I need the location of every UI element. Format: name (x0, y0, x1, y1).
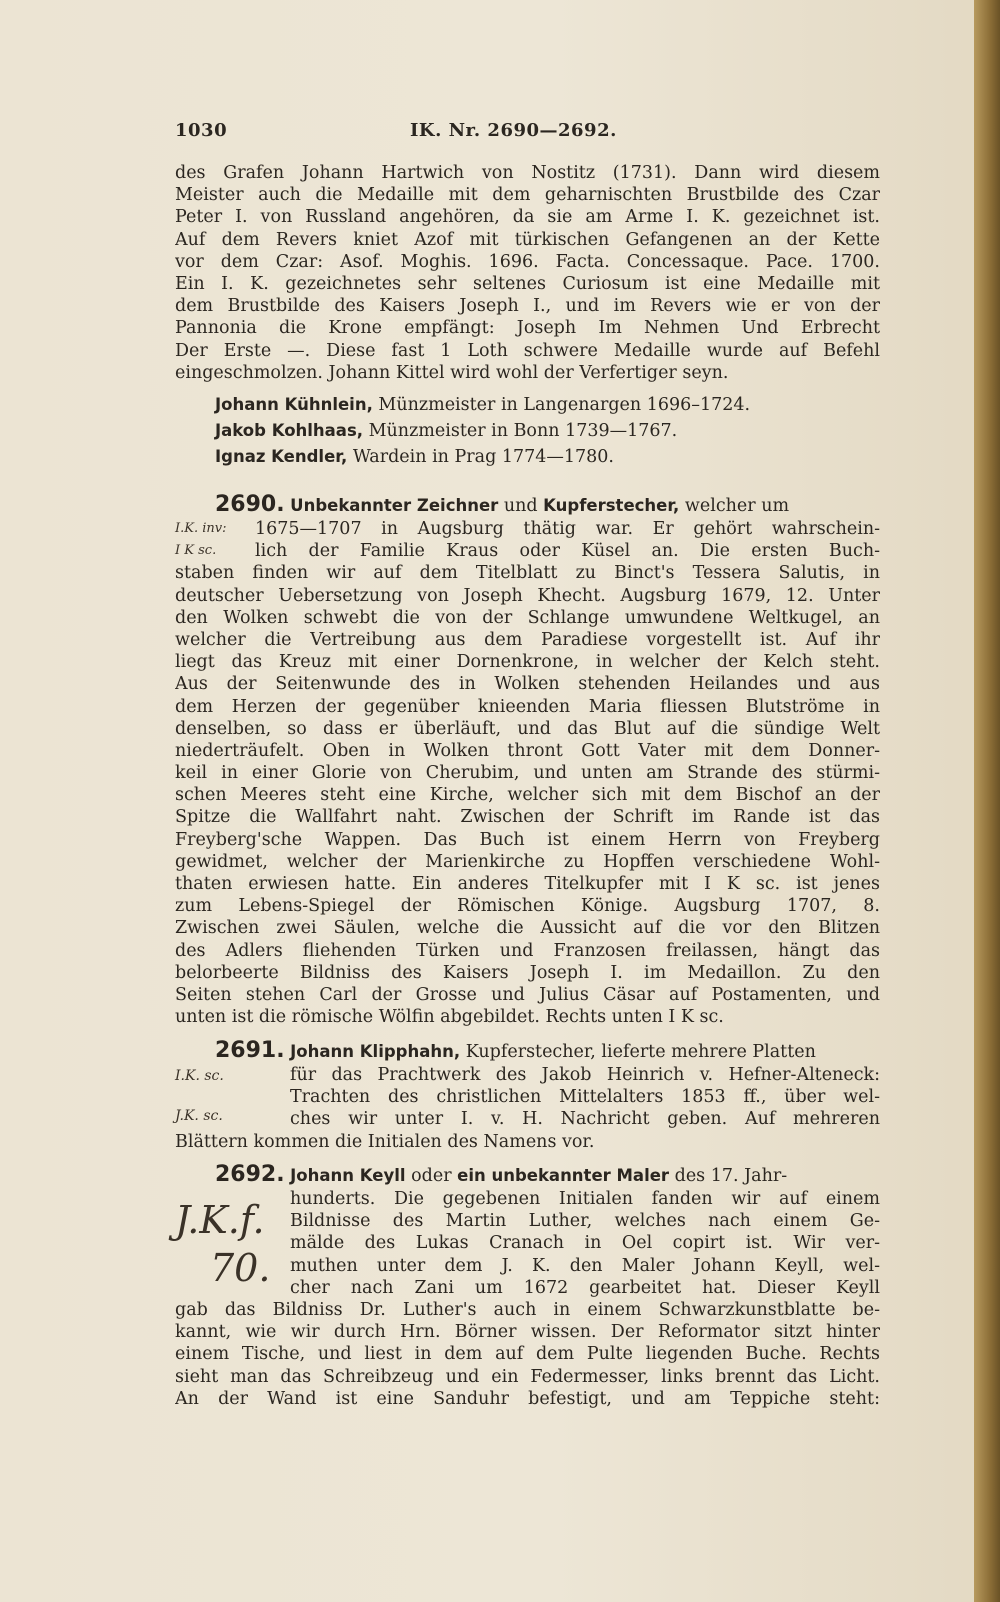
text-span: und (498, 496, 544, 516)
text-line: Freyberg'sche Wappen. Das Buch ist einem Herrn von Freyberg (175, 829, 880, 850)
text-line: hunderts. Die gegebenen Initialen fanden wir auf einem (290, 1189, 880, 1209)
text-line: Spitze die Wallfahrt naht. Zwischen der Schrift im Rande ist das (175, 807, 880, 828)
entry-2690 (175, 492, 880, 518)
text-line: zum Lebens-Spiegel der Römischen Könige. Augsburg 1707, 8. (175, 896, 880, 917)
text-span: Kupferstecher, lieferte mehrere Platten (460, 1042, 816, 1062)
text-span: des 17. Jahr- (669, 1166, 788, 1186)
text-line: cher nach Zani um 1672 gearbeitet hat. Dieser Keyll (290, 1277, 880, 1298)
monogram: I.K. inv: (175, 521, 227, 536)
page-number: 1030 (175, 120, 228, 141)
entry-heading (175, 1162, 880, 1188)
entry-2692 (175, 1162, 880, 1188)
entry-2690-body (175, 562, 880, 1028)
text-line: Bildnisse des Martin Luther, welches nach einem Ge- (290, 1211, 880, 1232)
text-line: Pannonia die Krone empfängt: Joseph Im Nehmen Und Erbrecht (175, 318, 880, 339)
entry-name: ein unbekannter Maler (457, 1166, 670, 1185)
text-line: schen Meeres steht eine Kirche, welcher sich mit dem Bischof an der (175, 785, 880, 806)
text-line: gewidmet, welcher der Marienkirche zu Hopffen verschiedene Wohl- (175, 851, 880, 872)
entry-text: Münzmeister in Bonn 1739—1767. (363, 421, 678, 441)
entry-name: Unbekannter Zeichner (290, 496, 499, 515)
text-line: ches wir unter I. v. H. Nachricht geben. Auf mehreren (290, 1109, 880, 1130)
entry-text: Wardein in Prag 1774—1780. (347, 447, 614, 467)
text-line: eingeschmolzen. Johann Kittel wird wohl der Verfertiger seyn. (175, 362, 729, 383)
monogram: J.K. sc. (175, 1108, 223, 1124)
text-line: Aus der Seitenwunde des in Wolken stehenden Heilandes und aus (175, 674, 880, 695)
text-line: muthen unter dem J. K. den Maler Johann Keyll, wel- (290, 1255, 880, 1276)
entry-name: Jakob Kohlhaas, (215, 421, 364, 440)
text-span: welcher um (679, 496, 790, 516)
text-line: An der Wand ist eine Sanduhr befestigt, und am Teppiche steht: (175, 1388, 880, 1409)
text-line: gab das Bildniss Dr. Luther's auch in einem Schwarzkunstblatte be- (175, 1300, 880, 1320)
entry-text: Münzmeister in Langenargen 1696–1724. (372, 395, 751, 415)
entry-2692-hang (290, 1188, 880, 1299)
text-line: keil in einer Glorie von Cherubim, und unten am Strande des stürmi- (175, 763, 880, 784)
text-line: für das Prachtwerk des Jakob Heinrich v. Hefner-Alteneck: (290, 1065, 880, 1085)
entry-number: 2691. (215, 1038, 285, 1063)
book-spine-edge (974, 0, 1000, 1602)
entry-number: 2690. (215, 492, 285, 517)
text-line: Zwischen zwei Säulen, welche die Aussicht auf die vor den Blitzen (175, 918, 880, 939)
text-line: belorbeerte Bildniss des Kaisers Joseph I. im Medaillon. Zu den (175, 962, 880, 983)
text-line: den Wolken schwebt die von der Schlange umwundene Weltkugel, an (175, 607, 880, 628)
text-line: kannt, wie wir durch Hrn. Börner wissen. Der Reformator sitzt hinter (175, 1322, 880, 1343)
text-line: dem Brustbilde des Kaisers Joseph I., und im Revers wie er von der (175, 296, 880, 317)
text-line: thaten erwiesen hatte. Ein anderes Titelkupfer mit I K sc. ist jenes (175, 874, 880, 895)
entry-name: Kupferstecher, (543, 496, 680, 515)
text-line: dem Herzen der gegenüber knieenden Maria fliessen Blutströme in (175, 696, 880, 717)
text-line: 1675—1707 in Augsburg thätig war. Er gehört wahrschein- (255, 519, 880, 539)
text-line: mälde des Lukas Cranach in Oel copirt ist. Wir ver- (290, 1233, 880, 1254)
text-line: liegt das Kreuz mit einer Dornenkrone, in welcher der Kelch steht. (175, 652, 880, 673)
entry-name: Johann Klipphahn, (290, 1042, 461, 1061)
text-line: vor dem Czar: Asof. Moghis. 1696. Facta. Concessaque. Pace. 1700. (175, 251, 880, 272)
page-header (175, 120, 880, 148)
text-line: Auf dem Revers kniet Azof mit türkischen Gefangenen an der Kette (175, 229, 880, 250)
text-line: Blättern kommen die Initialen des Namens vor. (175, 1131, 595, 1152)
monogram: I.K. sc. (175, 1068, 224, 1084)
text-line: Peter I. von Russland angehören, da sie am Arme I. K. gezeichnet ist. (175, 207, 880, 228)
text-line: niederträufelt. Oben in Wolken thront Gott Vater mit dem Donner- (175, 740, 880, 761)
text-line: unten ist die römische Wölfin abgebildet. Rechts unten I K sc. (175, 1007, 724, 1028)
monogram-large: 70. (210, 1246, 271, 1290)
entry-kohlhaas (175, 418, 880, 444)
small-entries (175, 392, 880, 470)
text-line: Trachten des christlichen Mittelalters 1853 ff., über wel- (290, 1087, 880, 1108)
text-line: deutscher Uebersetzung von Joseph Khecht. Augsburg 1679, 12. Unter (175, 585, 880, 606)
text-line: welcher die Vertreibung aus dem Paradiese vorgestellt ist. Auf ihr (175, 629, 880, 650)
text-line: des Grafen Johann Hartwich von Nostitz (1731). Dann wird diesem (175, 163, 880, 183)
text-span: oder (405, 1166, 458, 1186)
text-line: Meister auch die Medaille mit dem geharnischten Brustbilde des Czar (175, 185, 880, 206)
entry-heading (175, 1038, 880, 1064)
entry-2692-body (175, 1299, 880, 1410)
text-line: einem Tische, und liest in dem auf dem Pulte liegenden Buche. Rechts (175, 1344, 880, 1365)
text-line: Der Erste —. Diese fast 1 Loth schwere Medaille wurde auf Befehl (175, 340, 880, 361)
entry-number: 2692. (215, 1162, 285, 1187)
text-line: staben finden wir auf dem Titelblatt zu Binct's Tessera Salutis, in (175, 563, 880, 584)
entry-name: Johann Keyll (290, 1166, 406, 1185)
entry-2690-hang (255, 518, 880, 562)
entry-2691-body (175, 1131, 880, 1153)
text-line: denselben, so dass er überläuft, und das Blut auf die sündige Welt (175, 718, 880, 739)
entry-2691-hang (290, 1064, 880, 1131)
entry-heading (175, 492, 880, 518)
text-line: sieht man das Schreibzeug und ein Federmesser, links brennt das Licht. (175, 1366, 880, 1387)
text-line: lich der Familie Kraus oder Küsel an. Die ersten Buch- (255, 541, 880, 562)
text-line: des Adlers fliehenden Türken und Franzosen freilassen, hängt das (175, 940, 880, 961)
intro-paragraph (175, 162, 880, 384)
entry-kendler (175, 444, 880, 470)
monogram: I K sc. (175, 543, 217, 558)
entry-2691 (175, 1038, 880, 1064)
text-line: Seiten stehen Carl der Grosse und Julius Cäsar auf Postamenten, und (175, 984, 880, 1005)
entry-kuehnlein (175, 392, 880, 418)
entry-name: Johann Kühnlein, (215, 395, 373, 414)
entry-name: Ignaz Kendler, (215, 447, 348, 466)
running-title: IK. Nr. 2690—2692. (410, 120, 617, 141)
monogram-large: J.K.f. (175, 1198, 265, 1242)
text-line: Ein I. K. gezeichnetes sehr seltenes Curiosum ist eine Medaille mit (175, 273, 880, 294)
